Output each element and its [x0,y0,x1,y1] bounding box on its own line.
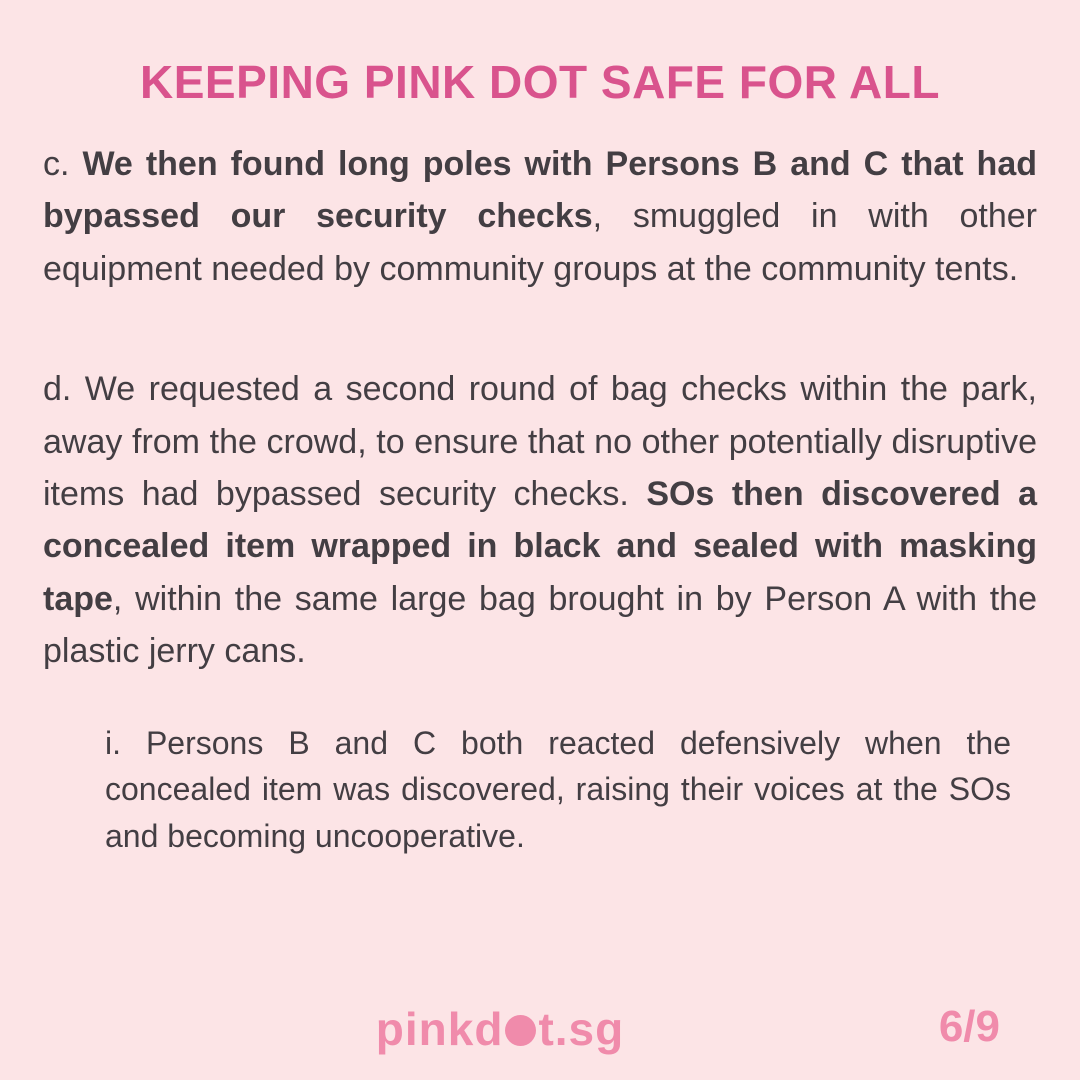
logo-text-suffix: t.sg [538,1003,625,1055]
pinkdot-logo [0,1002,1000,1056]
page-title: KEEPING PINK DOT SAFE FOR ALL [140,56,940,108]
content-area [43,138,1037,859]
paragraph-c [43,138,1037,295]
pinkdot-logo-dot-icon [505,1015,536,1046]
paragraph-c-prefix: c. [43,145,83,183]
paragraph-d-rest: , within the same large bag brought in by Person A with the plastic jerry cans. [43,579,1037,671]
paragraph-d [43,363,1037,677]
page-indicator: 6/9 [938,1002,1000,1051]
logo-text-prefix: pinkd [375,1003,504,1055]
subpoint-i: i. Persons B and C both reacted defensively when the concealed item was discovered, raising their voices at the SOs and becoming uncooperative. [105,724,1011,854]
paragraph-d-bold-text: SOs then discovered a concealed item wrapped in black and sealed with masking tape [43,475,1037,618]
paragraph-d-prefix: d. We requested a second round of bag checks within the park, away from the crowd, to ensure that no other potentially disruptive items had bypassed security checks. [43,370,1037,514]
paragraph-c-bold-text: We then found long poles with Persons B and C that had bypassed our security checks [43,145,1037,236]
paragraph-c-rest: , smuggled in with other equipment needed by community groups at the community tents. [43,197,1037,288]
